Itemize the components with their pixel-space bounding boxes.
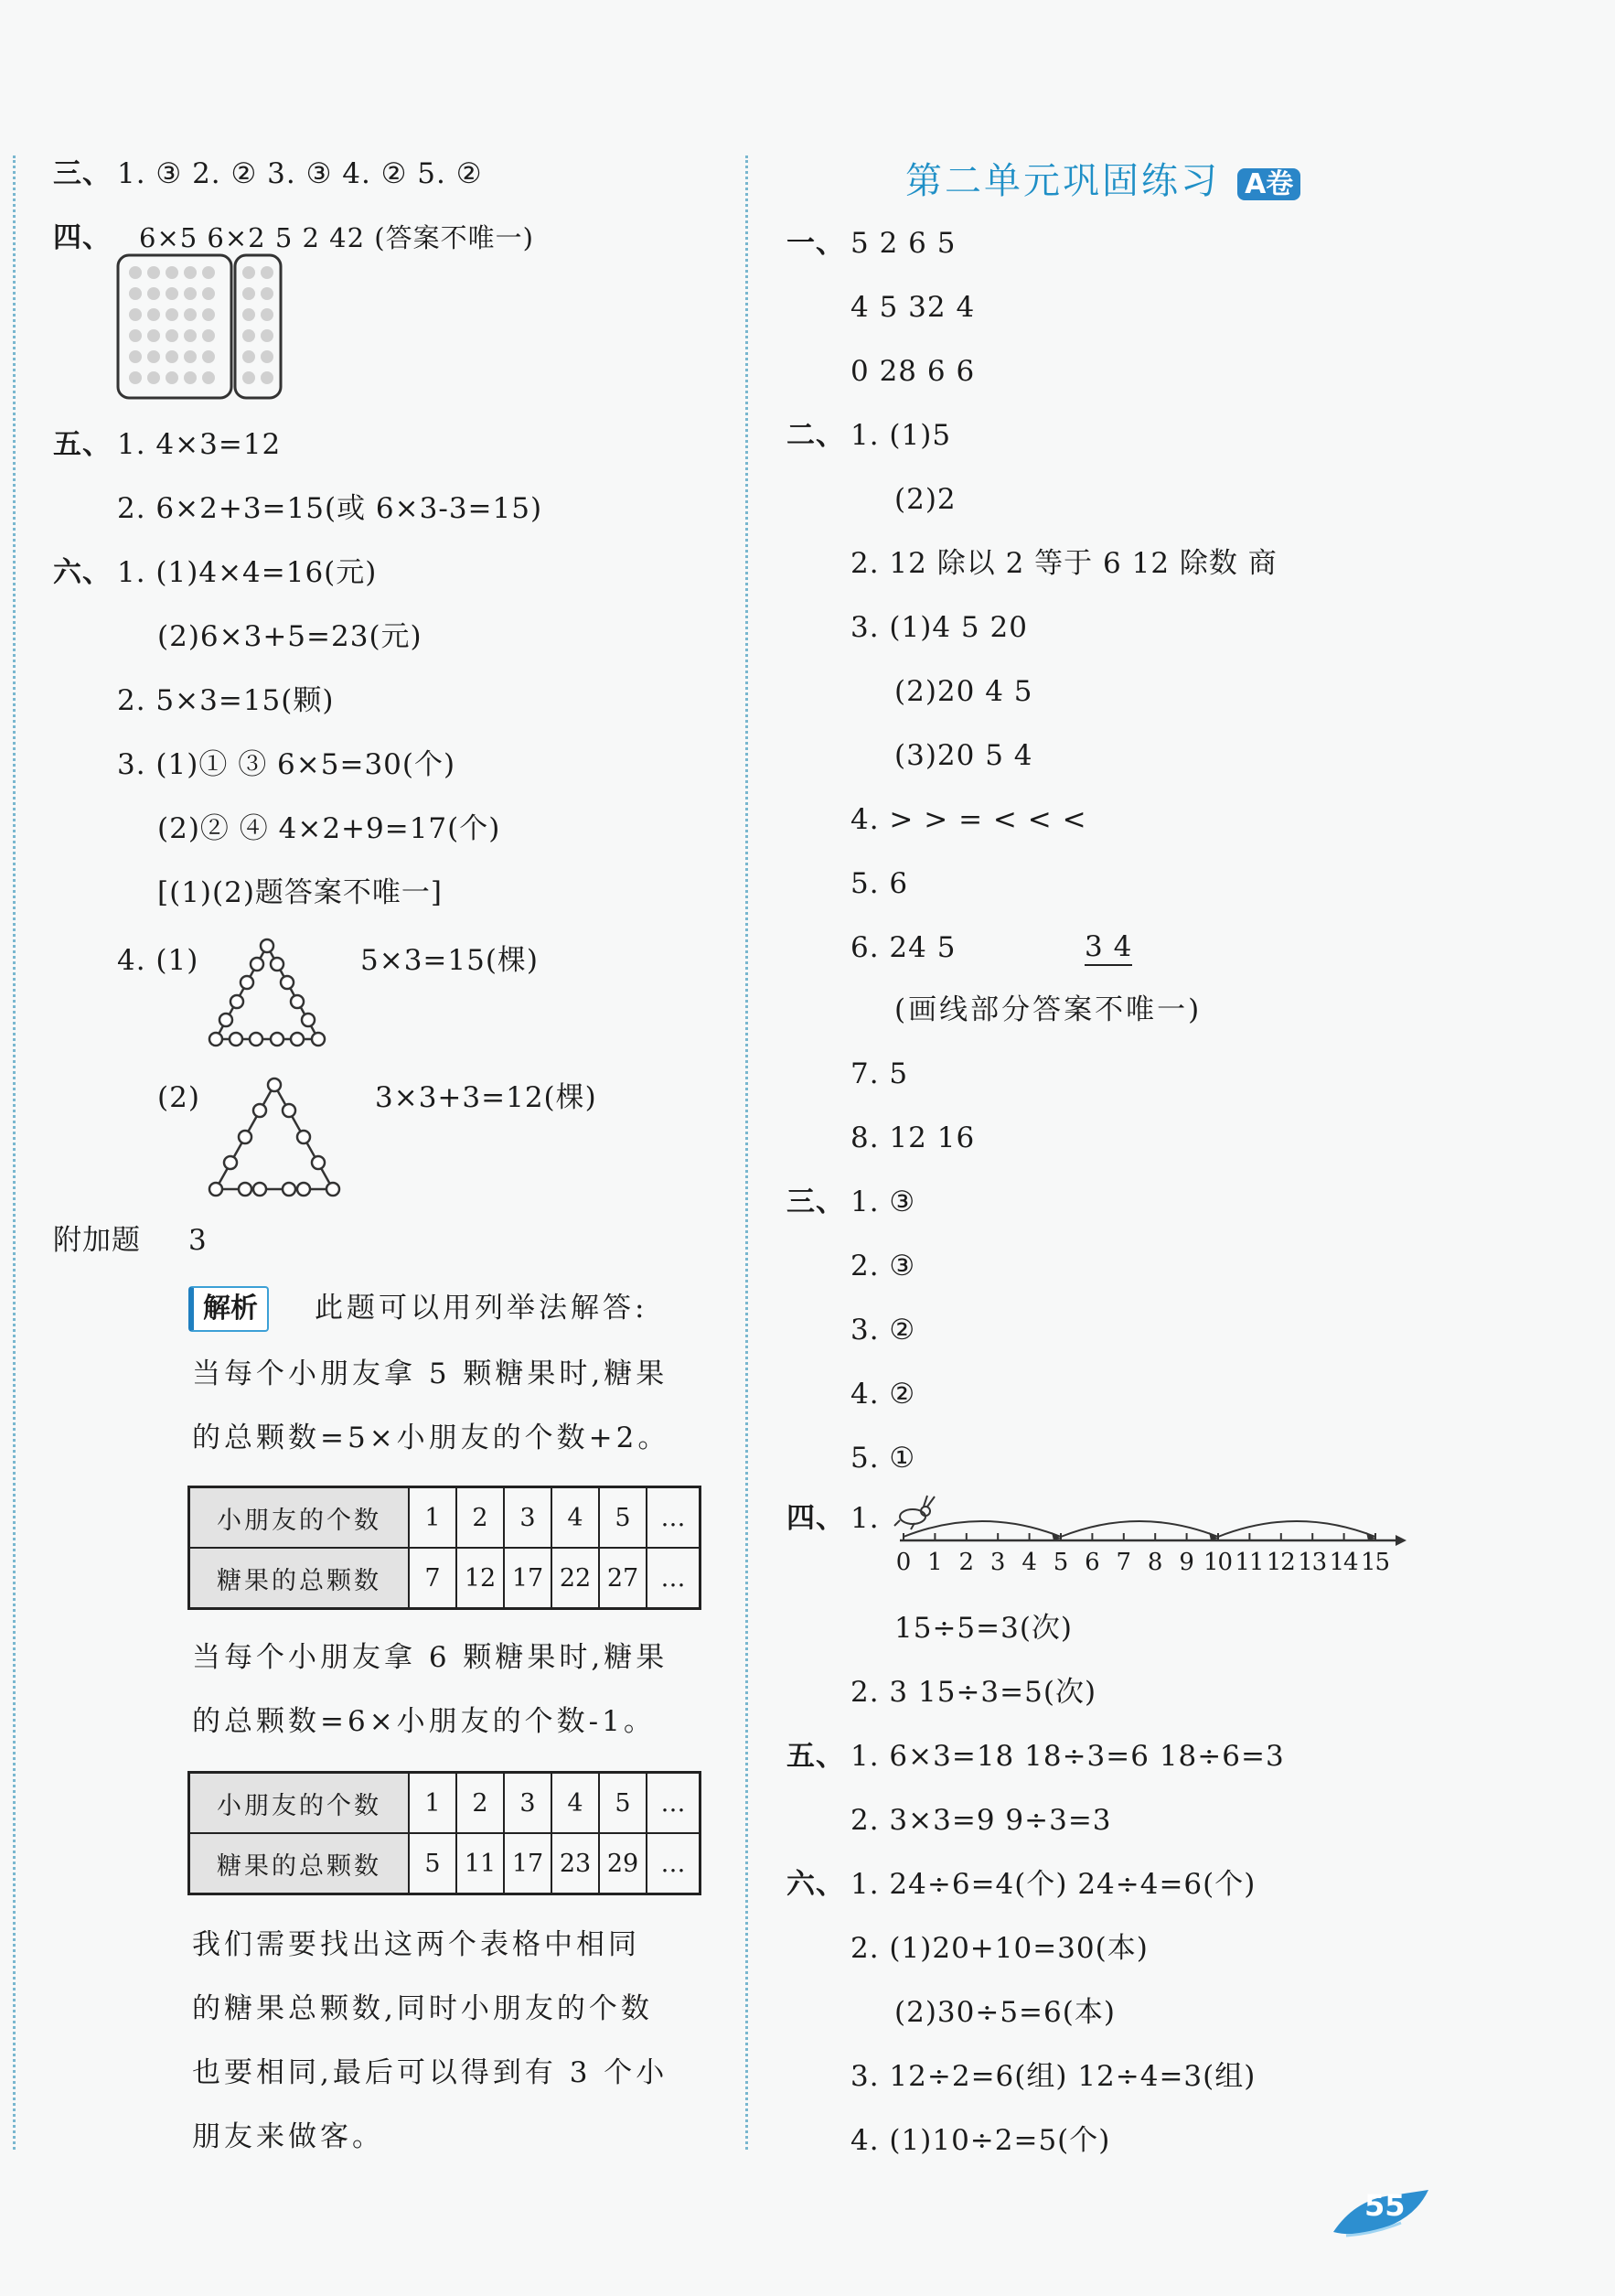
- table-cell: 5: [599, 1773, 647, 1834]
- number-line-tick-label: 10: [1203, 1549, 1233, 1576]
- table-cell: 3: [504, 1773, 551, 1834]
- analysis-p3d: 朋友来做客。: [192, 2120, 384, 2153]
- table-cell: 23: [551, 1833, 599, 1894]
- analysis-p1b: 的总颗数=5×小朋友的个数+2。: [192, 1422, 670, 1454]
- right-s2-q6: 6. 24 5: [850, 931, 957, 964]
- left-s3-text: 1. ③ 2. ② 3. ③ 4. ② 5. ②: [117, 157, 483, 190]
- number-line-tick-label: 1: [927, 1549, 943, 1576]
- right-s1-r3: 0 28 6 6: [850, 355, 976, 388]
- table-cell: 12: [456, 1548, 504, 1609]
- number-line-tick-label: 3: [989, 1549, 1006, 1576]
- left-s6-label: 六、: [53, 556, 112, 589]
- left-s5-q2: 2. 6×2+3=15(或 6×3-3=15): [117, 492, 543, 525]
- right-s1-r1: 5 2 6 5: [850, 227, 957, 260]
- analysis-p3a: 我们需要找出这两个表格中相同: [192, 1928, 640, 1961]
- column-divider: [745, 156, 748, 2150]
- bonus-label: 附加题: [53, 1224, 141, 1257]
- right-s3-q2: 2. ③: [850, 1250, 916, 1282]
- left-s6-q4a-label: 4. (1): [117, 944, 199, 977]
- table-cell: …: [647, 1773, 701, 1834]
- analysis-tag: 解析: [188, 1286, 269, 1332]
- left-s6-q3b: (2)② ④ 4×2+9=17(个): [157, 812, 501, 845]
- number-line-tick-label: 8: [1147, 1549, 1163, 1576]
- right-s2-q1b: (2)2: [894, 483, 957, 516]
- right-s2-q3b: (2)20 4 5: [894, 675, 1033, 708]
- right-s1-r2: 4 5 32 4: [850, 291, 976, 324]
- analysis-p3c: 也要相同,最后可以得到有 3 个小: [192, 2056, 668, 2089]
- analysis-table-2: [187, 1771, 701, 1895]
- right-s2-q4: 4. > > = < < <: [850, 803, 1087, 836]
- number-line-tick-label: 7: [1116, 1549, 1132, 1576]
- unit-title-text: 第二单元巩固练习: [905, 160, 1220, 202]
- right-s3-q5: 5. ①: [850, 1442, 916, 1475]
- right-s1-label: 一、: [786, 227, 845, 260]
- table-cell: 27: [599, 1548, 647, 1609]
- table-row-head: 小朋友的个数: [189, 1487, 410, 1549]
- table-cell: 17: [504, 1548, 551, 1609]
- right-s5-label: 五、: [786, 1740, 845, 1773]
- number-line-tick-label: 15: [1361, 1549, 1390, 1576]
- left-s4-text: 6×5 6×2 5 2 42 (答案不唯一): [139, 222, 534, 253]
- table-row-head: 糖果的总颗数: [189, 1833, 410, 1894]
- table-row-head: 小朋友的个数: [189, 1773, 410, 1834]
- number-line-tick-label: 11: [1235, 1549, 1265, 1576]
- table-cell: 11: [456, 1833, 504, 1894]
- rabbit-icon: [894, 1496, 935, 1529]
- number-line-tick-label: 9: [1179, 1549, 1194, 1576]
- right-s4-label: 四、: [786, 1502, 845, 1535]
- right-s5-q1: 1. 6×3=18 18÷3=6 18÷6=3: [850, 1740, 1285, 1773]
- number-line-tick-label: 4: [1021, 1549, 1037, 1576]
- table-cell: 1: [409, 1487, 456, 1549]
- left-s6-q3c: [(1)(2)题答案不唯一]: [157, 876, 444, 909]
- tree-triangle-figure-1: [207, 937, 327, 1050]
- right-s2-q2: 2. 12 除以 2 等于 6 12 除数 商: [850, 547, 1278, 580]
- table-row: [189, 1548, 701, 1609]
- right-s2-q6-note: (画线部分答案不唯一): [894, 993, 1203, 1026]
- table-row: [189, 1833, 701, 1894]
- right-s2-q1a: 1. (1)5: [850, 419, 952, 452]
- table-cell: 5: [599, 1487, 647, 1549]
- left-s6-q4b-expr: 3×3+3=12(棵): [375, 1081, 597, 1114]
- right-s2-q6-underlined: 3 4: [1085, 929, 1132, 966]
- number-line-tick-label: 14: [1329, 1549, 1359, 1576]
- left-s6-q4a-expr: 5×3=15(棵): [360, 944, 540, 977]
- left-s6-q1b: (2)6×3+5=23(元): [157, 620, 422, 653]
- right-s2-q3c: (3)20 5 4: [894, 739, 1033, 772]
- number-line-tick-label: 13: [1298, 1549, 1328, 1576]
- left-s6-q2: 2. 5×3=15(颗): [117, 684, 335, 717]
- right-s2-q7: 7. 5: [850, 1057, 909, 1090]
- right-s6-q2a: 2. (1)20+10=30(本): [850, 1932, 1149, 1965]
- unit-title: [905, 152, 1300, 204]
- analysis-p3b: 的糖果总颗数,同时小朋友的个数: [192, 1992, 653, 2025]
- table-cell: 17: [504, 1833, 551, 1894]
- left-s5-q1: 1. 4×3=12: [117, 428, 282, 461]
- table-cell: …: [647, 1833, 701, 1894]
- right-s6-label: 六、: [786, 1868, 845, 1901]
- right-s3-q4: 4. ②: [850, 1378, 916, 1411]
- table-row-head: 糖果的总颗数: [189, 1548, 410, 1609]
- right-s4-q1: 1.: [850, 1502, 880, 1535]
- right-s5-q2: 2. 3×3=9 9÷3=3: [850, 1804, 1112, 1837]
- number-line-tick-label: 0: [895, 1549, 912, 1576]
- dot-array-figure: [115, 252, 289, 401]
- number-line-tick-label: 5: [1053, 1549, 1069, 1576]
- left-s5-label: 五、: [53, 428, 112, 461]
- page-number-badge: [1328, 2181, 1438, 2241]
- volume-badge: A卷: [1237, 168, 1300, 200]
- number-line-figure: [887, 1493, 1417, 1584]
- left-s6-q3a: 3. (1)① ③ 6×5=30(个): [117, 748, 456, 781]
- right-s6-q3: 3. 12÷2=6(组) 12÷4=3(组): [850, 2060, 1257, 2093]
- left-s3-label: 三、: [53, 157, 112, 190]
- right-s4-q1-expr: 15÷5=3(次): [894, 1612, 1074, 1645]
- left-s6-q4b-label: (2): [157, 1081, 200, 1114]
- page-number: 55: [1364, 2188, 1406, 2223]
- table-cell: 29: [599, 1833, 647, 1894]
- right-s2-q3a: 3. (1)4 5 20: [850, 611, 1028, 644]
- left-margin-divider: [13, 156, 16, 2150]
- number-line-tick-label: 12: [1266, 1549, 1296, 1576]
- table-cell: …: [647, 1548, 701, 1609]
- number-line-tick-label: 6: [1085, 1549, 1100, 1576]
- right-s3-q1: 1. ③: [850, 1186, 916, 1218]
- right-s2-q5: 5. 6: [850, 867, 909, 900]
- number-line-labels: [896, 1549, 1390, 1576]
- right-s4-q2: 2. 3 15÷3=5(次): [850, 1676, 1097, 1709]
- table-cell: 3: [504, 1487, 551, 1549]
- left-s6-q1a: 1. (1)4×4=16(元): [117, 556, 378, 589]
- table-cell: …: [647, 1487, 701, 1549]
- right-s3-label: 三、: [786, 1186, 845, 1218]
- table-cell: 2: [456, 1487, 504, 1549]
- table-cell: 7: [409, 1548, 456, 1609]
- right-s6-q1: 1. 24÷6=4(个) 24÷4=6(个): [850, 1868, 1257, 1901]
- table-cell: 4: [551, 1773, 599, 1834]
- analysis-p2b: 的总颗数=6×小朋友的个数-1。: [192, 1705, 656, 1738]
- analysis-intro: 此题可以用列举法解答:: [315, 1292, 648, 1325]
- right-s6-q4: 4. (1)10÷2=5(个): [850, 2124, 1111, 2157]
- tree-triangle-figure-2: [207, 1076, 342, 1202]
- table-cell: 22: [551, 1548, 599, 1609]
- table-row: [189, 1487, 701, 1549]
- table-cell: 2: [456, 1773, 504, 1834]
- right-s2-q8: 8. 12 16: [850, 1121, 976, 1154]
- left-s4-label: 四、: [53, 221, 112, 254]
- right-s2-label: 二、: [786, 419, 845, 452]
- number-line-tick-label: 2: [958, 1549, 975, 1576]
- right-s3-q3: 3. ②: [850, 1314, 916, 1346]
- right-s6-q2b: (2)30÷5=6(本): [894, 1996, 1116, 2029]
- analysis-p1a: 当每个小朋友拿 5 颗糖果时,糖果: [192, 1357, 668, 1390]
- analysis-p2a: 当每个小朋友拿 6 颗糖果时,糖果: [192, 1641, 668, 1674]
- table-cell: 5: [409, 1833, 456, 1894]
- table-cell: 1: [409, 1773, 456, 1834]
- table-row: [189, 1773, 701, 1834]
- analysis-table-1: [187, 1486, 701, 1610]
- table-cell: 4: [551, 1487, 599, 1549]
- bonus-answer: 3: [188, 1224, 208, 1257]
